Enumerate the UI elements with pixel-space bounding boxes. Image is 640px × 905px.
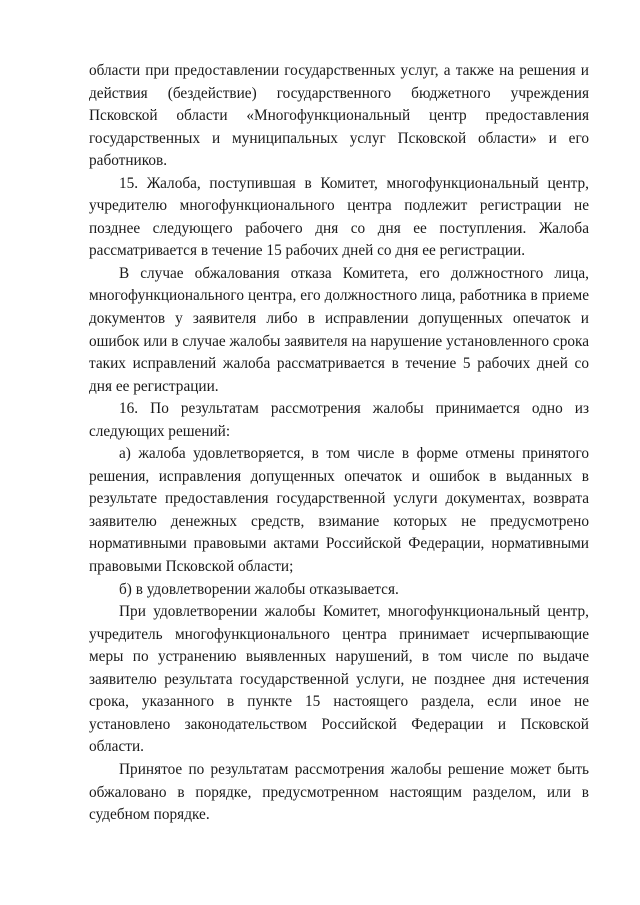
- paragraph-item-16-b: б) в удовлетворении жалобы отказывается.: [119, 580, 399, 598]
- paragraph-item-16-a: а) жалоба удовлетворяется, в том числе в форме отмены принятого решения, исправления допущенных опечаток и ошибок в выданных в результате предоставления государственной услуги документах, возврата заявителю денежных средств, взимание которых не предусмотрено нормативными правовыми актами Российской Федерации, нормативными правовыми Псковской области;: [89, 445, 589, 576]
- paragraph-satisfaction-measures: При удовлетворении жалобы Комитет, многофункциональный центр, учредитель многофункционального центра принимает исчерпывающие меры по устранению выявленных нарушений, в том числе по выдаче заявителю результата государственной услуги, не позднее дня истечения срока, указанного в пункте 15 настоящего раздела, если иное не установлено законодательством Российской Федерации и Псковской области.: [89, 603, 589, 756]
- paragraph-refusal-appeal: В случае обжалования отказа Комитета, его должностного лица, многофункционального центра, его должностного лица, работника в приеме документов у заявителя либо в исправлении допущенных опечаток и ошибок или в случае жалобы заявителя на нарушение установленного срока таких исправлений жалоба рассматривается в течение 5 рабочих дней со дня ее регистрации.: [89, 264, 589, 395]
- paragraph-item-15: 15. Жалоба, поступившая в Комитет, многофункциональный центр, учредителю многофункционального центра подлежит регистрации не позднее следующего рабочего дня со дня ее поступления. Жалоба рассматривается в течение 15 рабочих дней со дня ее регистрации.: [89, 174, 589, 260]
- document-body: [89, 60, 589, 827]
- paragraph-decision-appeal: Принятое по результатам рассмотрения жалобы решение может быть обжаловано в порядке, предусмотренном настоящим разделом, или в судебном порядке.: [89, 760, 589, 824]
- paragraph-item-16: 16. По результатам рассмотрения жалобы принимается одно из следующих решений:: [89, 400, 589, 440]
- paragraph-continuation: области при предоставлении государственных услуг, а также на решения и действия (бездействие) государственного бюджетного учреждения Псковской области «Многофункциональный центр предоставления государственных и муниципальных услуг Псковской области» и его работников.: [89, 62, 589, 170]
